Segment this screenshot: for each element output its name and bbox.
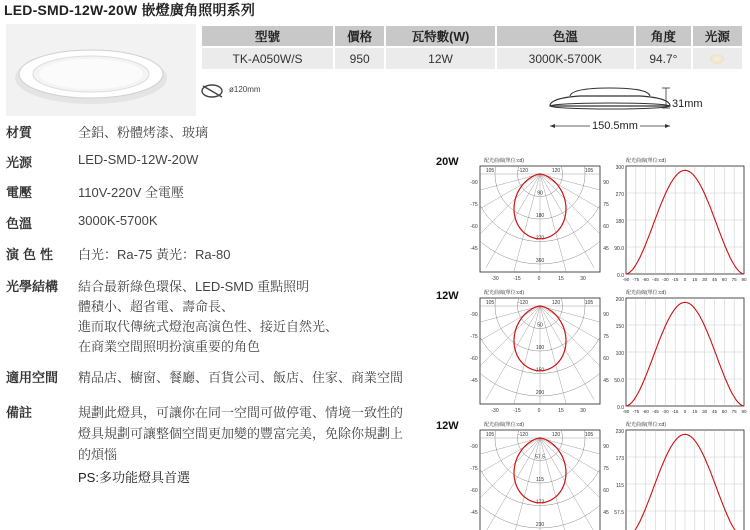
header-color-temp: 色溫: [497, 26, 634, 46]
polar-angle-label: 60: [603, 224, 609, 230]
polar-angle-label: 120: [551, 168, 561, 174]
polar-angle-label: 30: [580, 276, 586, 282]
polar-ring-label: 360: [535, 258, 545, 264]
polar-angle-label: 90: [603, 444, 609, 450]
polar-angle-label: -120: [517, 168, 529, 174]
polar-angle-label: -60: [470, 488, 478, 494]
notes-line: 燈具規劃可讓整個空間更加變的豐富完美，免除你規劃上: [78, 426, 404, 441]
polar-ring-label: 90: [537, 190, 543, 197]
polar-angle-label: 75: [603, 334, 609, 340]
polar-ring-label: 270: [535, 235, 545, 242]
cartesian-x-tick: -75: [632, 277, 640, 282]
cartesian-y-tick: 115: [616, 483, 624, 489]
polar-angle-label: -30: [491, 276, 499, 282]
cartesian-x-tick: 30: [702, 409, 708, 414]
notes-line: 的煩惱: [78, 447, 118, 462]
polar-angle-label: -120: [517, 432, 529, 438]
spec-label: 適用空間: [6, 370, 59, 385]
polar-ring-label: 50: [537, 322, 543, 329]
wattage-label: 12W: [436, 290, 459, 302]
polar-angle-label: -60: [470, 224, 478, 230]
cell-light-source: [693, 48, 742, 69]
polar-angle-label: 120: [551, 432, 561, 438]
cartesian-title: 配光曲線(單位:cd): [626, 290, 667, 296]
product-image: [6, 24, 196, 116]
polar-ring-label: 100: [535, 345, 545, 351]
cartesian-y-tick: 300: [615, 165, 624, 171]
light-source-icon: [710, 54, 724, 64]
polar-angle-label: 30: [580, 408, 586, 414]
cartesian-x-tick: 15: [692, 409, 698, 414]
spec-value: 3000K-5700K: [78, 213, 158, 228]
cartesian-y-tick: 230: [615, 429, 624, 435]
cell-price: 950: [335, 48, 384, 69]
cell-angle: 94.7°: [636, 48, 691, 69]
polar-angle-label: 75: [603, 466, 609, 472]
polar-angle-label: -15: [513, 408, 521, 414]
spec-label: 光學結構: [6, 279, 59, 294]
spec-table: [200, 24, 744, 71]
cartesian-y-tick: 0.0: [617, 405, 624, 411]
cartesian-x-tick: -60: [642, 277, 649, 282]
cartesian-x-tick: 0: [683, 277, 687, 282]
polar-title: 配光曲線(單位:cd): [484, 422, 525, 428]
polar-angle-label: 120: [551, 300, 561, 306]
cartesian-y-tick: 0.0: [617, 273, 624, 279]
cartesian-y-tick: 150: [615, 324, 624, 330]
cartesian-x-tick: 60: [721, 409, 727, 414]
spec-value: 白光：Ra-75 黃光：Ra-80: [78, 247, 231, 262]
spec-value: LED-SMD-12W-20W: [78, 152, 199, 167]
polar-angle-label: 105: [485, 300, 495, 306]
cartesian-x-tick: 90: [741, 409, 747, 414]
polar-angle-label: 105: [485, 168, 495, 174]
optics-line: 體積小、超省電、壽命長、: [78, 299, 235, 314]
polar-ring-label: 57.5: [535, 454, 545, 461]
polar-angle-label: 105: [584, 300, 594, 306]
cartesian-x-tick: 60: [721, 277, 727, 282]
polar-angle-label: -90: [470, 444, 478, 450]
cartesian-x-tick: -45: [652, 409, 659, 414]
polar-angle-label: 90: [603, 180, 609, 186]
cartesian-title: 配光曲線(單位:cd): [626, 422, 667, 428]
header-light-source: 光源: [693, 26, 742, 46]
page-title: LED-SMD-12W-20W 嵌燈廣角照明系列: [4, 2, 256, 18]
cartesian-x-tick: 15: [692, 277, 698, 282]
spec-value: 110V-220V 全電壓: [78, 185, 184, 200]
cell-model: TK-A050W/S: [202, 48, 333, 69]
polar-angle-label: 105: [584, 432, 594, 438]
polar-angle-label: -45: [470, 378, 478, 384]
cartesian-x-tick: -90: [622, 409, 630, 414]
cartesian-y-tick: 100: [615, 351, 624, 357]
header-wattage: 瓦特數(W): [386, 26, 495, 46]
cartesian-x-tick: -30: [662, 277, 669, 282]
spec-label: 電壓: [6, 185, 33, 200]
polar-angle-label: 105: [584, 168, 594, 174]
spec-label: 色溫: [6, 216, 33, 231]
header-angle: 角度: [636, 26, 691, 46]
polar-angle-label: -75: [470, 334, 478, 340]
cartesian-x-tick: 75: [731, 409, 737, 414]
cartesian-x-tick: 45: [711, 277, 718, 282]
polar-angle-label: -30: [491, 408, 499, 414]
polar-angle-label: 90: [603, 312, 609, 318]
cartesian-x-tick: 0: [683, 409, 687, 414]
cartesian-y-tick: 50.0: [614, 378, 624, 384]
polar-angle-label: 15: [558, 408, 564, 414]
width-dim: 150.5mm: [592, 120, 638, 132]
polar-ring-label: 180: [535, 213, 545, 219]
cutout-label: ø120mm: [229, 85, 261, 94]
optics-line: 結合最新綠色環保、LED-SMD 重點照明: [78, 279, 310, 294]
polar-angle-label: -45: [470, 246, 478, 252]
polar-angle-label: -120: [517, 300, 529, 306]
polar-angle-label: 60: [603, 356, 609, 362]
header-price: 價格: [335, 26, 384, 46]
header-model: 型號: [202, 26, 333, 46]
polar-angle-label: 105: [485, 432, 495, 438]
polar-ring-label: 173: [535, 499, 545, 506]
polar-ring-label: 150: [535, 367, 545, 374]
cartesian-x-tick: -75: [632, 409, 640, 414]
spec-label: 材質: [6, 125, 33, 140]
cartesian-x-tick: 90: [741, 277, 747, 282]
polar-angle-label: 0: [537, 408, 541, 414]
polar-ring-label: 115: [536, 477, 544, 483]
cartesian-x-tick: 75: [731, 277, 737, 282]
optics-line: 進而取代傳統式燈泡高演色性、接近自然光、: [78, 319, 339, 334]
cartesian-x-tick: 30: [702, 277, 708, 282]
cartesian-x-tick: -15: [671, 409, 679, 414]
cartesian-x-tick: -90: [622, 277, 630, 282]
cartesian-x-tick: -15: [671, 277, 679, 282]
polar-ring-label: 230: [535, 522, 545, 528]
cartesian-y-tick: 57.5: [614, 510, 624, 516]
wattage-label: 20W: [436, 156, 459, 168]
spec-label: 備註: [6, 405, 33, 420]
spec-value: 精品店、櫥窗、餐廳、百貨公司、飯店、住家、商業空間: [78, 370, 404, 385]
polar-angle-label: -60: [470, 356, 478, 362]
cartesian-y-tick: 90.0: [614, 246, 624, 252]
polar-title: 配光曲線(單位:cd): [484, 290, 525, 296]
cartesian-y-tick: 200: [615, 297, 624, 303]
polar-ring-label: 200: [535, 390, 545, 396]
cartesian-x-tick: -30: [662, 409, 669, 414]
cartesian-y-tick: 180: [615, 219, 624, 225]
spec-label: 演色性: [6, 247, 58, 262]
cell-wattage: 12W: [386, 48, 495, 69]
polar-angle-label: -45: [470, 510, 478, 516]
polar-angle-label: -75: [470, 202, 478, 208]
spec-value: 全鋁、粉體烤漆、玻璃: [78, 125, 209, 140]
photometric-charts: [450, 150, 750, 530]
cartesian-x-tick: -45: [652, 277, 659, 282]
polar-angle-label: 60: [603, 488, 609, 494]
polar-angle-label: -90: [470, 312, 478, 318]
cartesian-x-tick: -60: [642, 409, 649, 414]
polar-title: 配光曲線(單位:cd): [484, 158, 525, 164]
cartesian-y-tick: 173: [615, 456, 624, 462]
polar-angle-label: -90: [470, 180, 478, 186]
polar-angle-label: 45: [603, 378, 609, 384]
height-dim: 31mm: [672, 98, 703, 110]
cutout-icon: [200, 82, 226, 100]
cartesian-x-tick: 45: [711, 409, 718, 414]
polar-angle-label: -75: [470, 466, 478, 472]
polar-angle-label: 45: [603, 510, 609, 516]
cartesian-title: 配光曲線(單位:cd): [626, 158, 667, 164]
optics-line: 在商業空間照明扮演重要的角色: [78, 339, 261, 354]
polar-angle-label: -15: [513, 276, 521, 282]
polar-angle-label: 0: [537, 276, 541, 282]
spec-label: 光源: [6, 155, 33, 170]
cell-color-temp: 3000K-5700K: [497, 48, 634, 69]
notes-ps: PS:多功能燈具首選: [78, 470, 190, 485]
cartesian-y-tick: 270: [615, 192, 624, 198]
polar-angle-label: 15: [558, 276, 564, 282]
polar-angle-label: 75: [603, 202, 609, 208]
polar-angle-label: 45: [603, 246, 609, 252]
notes-line: 規劃此燈具，可讓你在同一空間可做停電、情境一致性的: [78, 405, 404, 420]
wattage-label: 12W: [436, 420, 459, 432]
